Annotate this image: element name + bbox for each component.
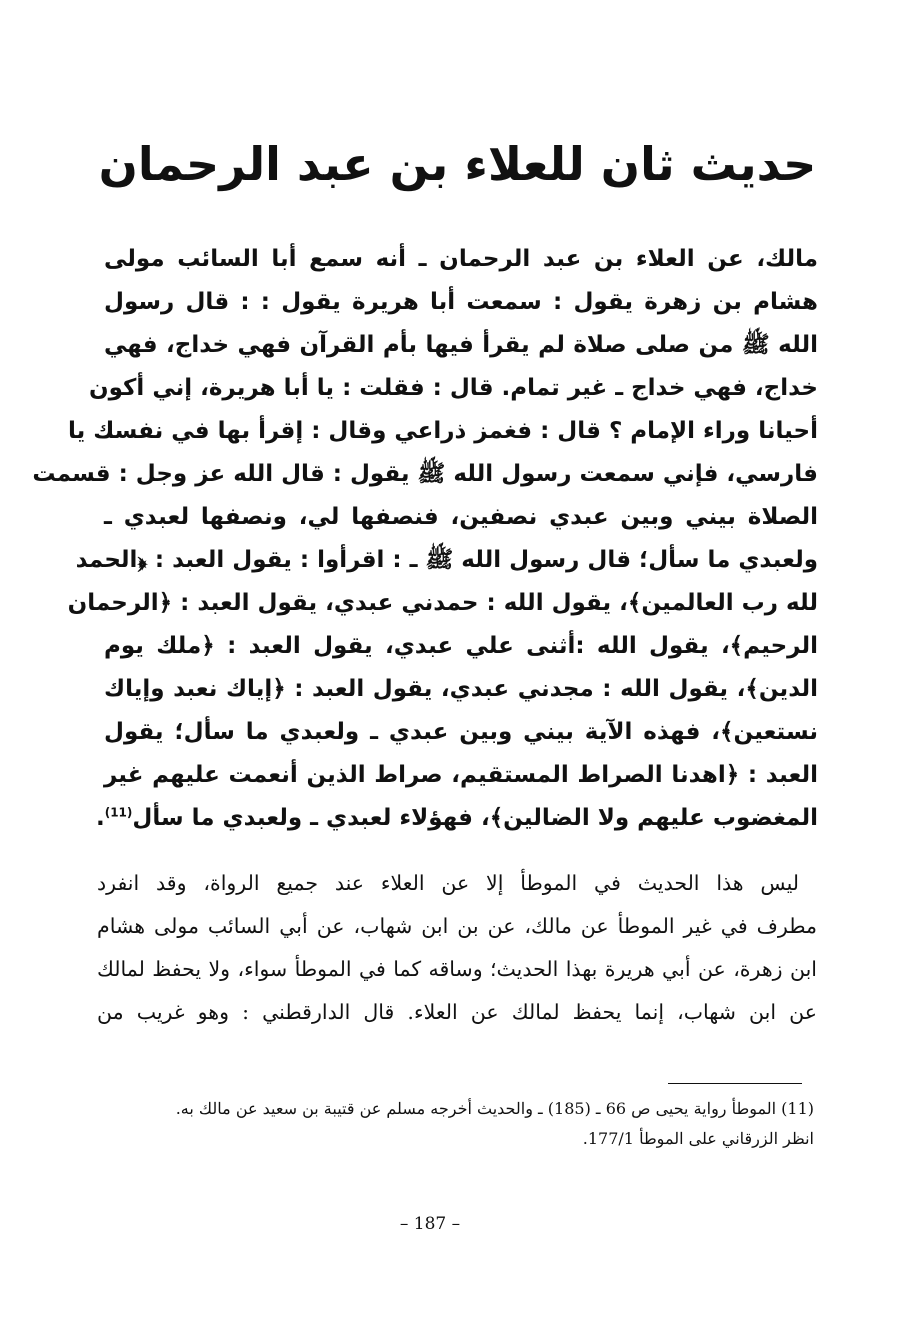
hadith-line: الله ﷺ من صلى صلاة لم يقرأ فيها بأم القرآن فهي خداج، فهي [104, 332, 818, 358]
commentary-line: ابن زهرة، عن أبي هريرة بهذا الحديث؛ وساقه كما في الموطأ سواء، ولا يحفظ لمالك [97, 957, 817, 981]
chapter-title: حديث ثان للعلاء بن عبد الرحمان [98, 137, 817, 191]
hadith-line: الرحيم﴾، يقول الله :أثنى علي عبدي، يقول العبد : ﴿ملك يوم [104, 633, 818, 659]
hadith-line: الصلاة بيني وبين عبدي نصفين، فنصفها لي، ونصفها لعبدي ـ [104, 504, 818, 530]
commentary-paragraph [97, 862, 817, 1034]
hadith-line: مالك، عن العلاء بن عبد الرحمان ـ أنه سمع أبا السائب مولى [104, 246, 818, 272]
hadith-line: المغضوب عليهم ولا الضالين﴾، فهؤلاء لعبدي ـ ولعبدي ما سأل [132, 805, 818, 831]
commentary-line: مطرف في غير الموطأ عن مالك، عن بن ابن شهاب، عن أبي السائب مولى هشام [97, 914, 817, 938]
hadith-line: أحيانا وراء الإمام ؟ قال : فغمز ذراعي وقال : إقرأ بها في نفسك يا [67, 418, 818, 444]
hadith-line: نستعين﴾، فهذه الآية بيني وبين عبدي ـ ولعبدي ما سأل؛ يقول [104, 719, 818, 745]
hadith-line: ولعبدي ما سأل؛ قال رسول الله ﷺ ـ : اقرأوا : يقول العبد : ﴿الحمد [75, 547, 818, 573]
hadith-text [32, 238, 818, 840]
footnotes [96, 1094, 814, 1154]
footnote-line: (11) الموطأ رواية يحيى ص 66 ـ (185) ـ والحديث أخرجه مسلم عن قتيبة بن سعيد عن مالك به. [175, 1099, 814, 1118]
page-number: – 187 – [399, 1214, 461, 1234]
commentary-line: ليس هذا الحديث في الموطأ إلا عن العلاء عند جميع الرواة، وقد انفرد [97, 871, 799, 895]
footnote-line: انظر الزرقاني على الموطأ 177/1. [582, 1129, 814, 1148]
hadith-line: خداج، فهي خداج ـ غير تمام. قال : فقلت : يا أبا هريرة، إني أكون [89, 375, 818, 401]
hadith-line: الدين﴾، يقول الله : مجدني عبدي، يقول العبد : ﴿إياك نعبد وإياك [104, 676, 818, 702]
hadith-line: هشام بن زهرة يقول : سمعت أبا هريرة يقول : : قال رسول [104, 289, 818, 315]
hadith-last-line [95, 797, 818, 840]
hadith-line: فارسي، فإني سمعت رسول الله ﷺ يقول : قال الله عز وجل : قسمت [32, 461, 818, 487]
hadith-line: لله رب العالمين﴾، يقول الله : حمدني عبدي، يقول العبد : ﴿الرحمان [67, 590, 818, 616]
footnote-reference: (11) [104, 805, 133, 820]
hadith-end-mark: . [95, 805, 105, 831]
hadith-line: العبد : ﴿اهدنا الصراط المستقيم، صراط الذين أنعمت عليهم غير [104, 762, 818, 788]
commentary-line: عن ابن شهاب، إنما يحفظ لمالك عن العلاء. قال الدارقطني : وهو غريب من [97, 1000, 817, 1024]
footnote-divider [668, 1083, 802, 1084]
